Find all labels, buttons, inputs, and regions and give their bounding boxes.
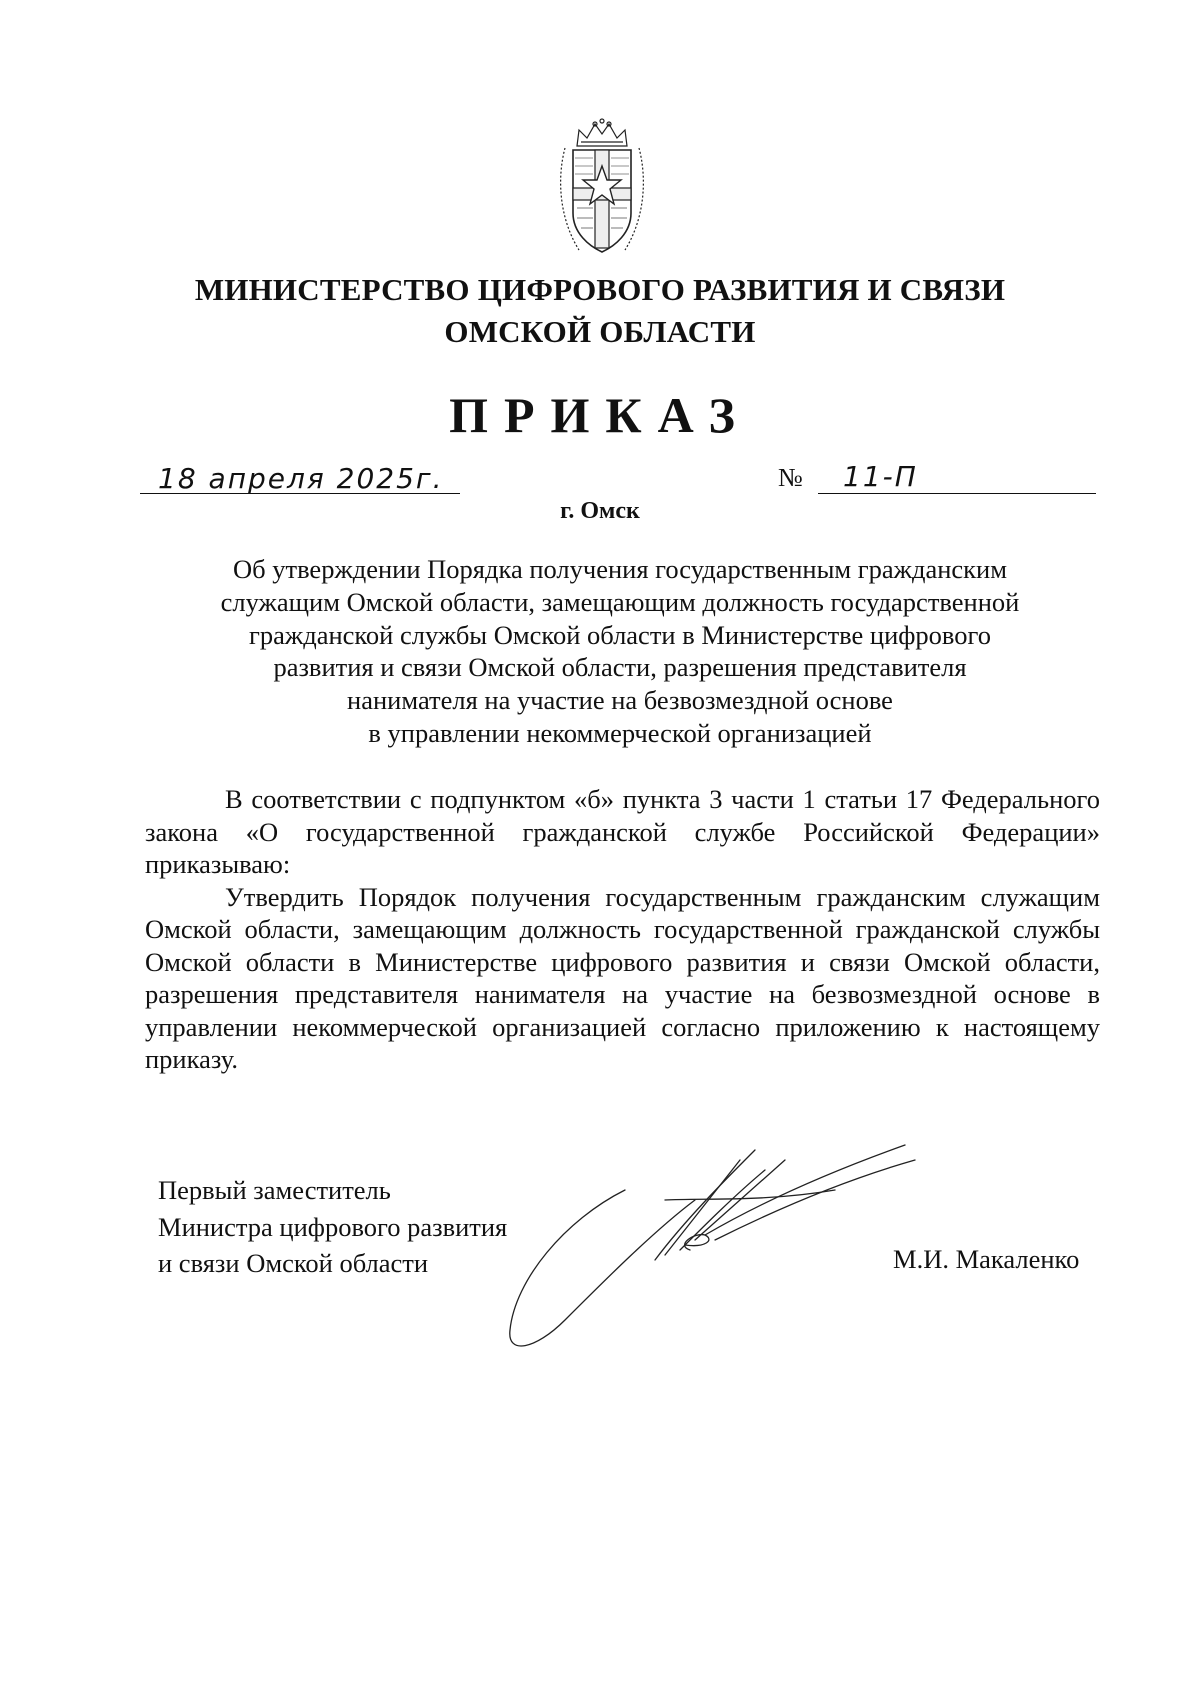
number-label: № bbox=[778, 463, 803, 492]
signatory-name: М.И. Макаленко bbox=[893, 1244, 1080, 1274]
position-line: Министра цифрового развития bbox=[158, 1211, 508, 1242]
subject-line: служащим Омской области, замещающим должность государственной bbox=[220, 586, 1020, 617]
handwritten-signature-icon bbox=[505, 1140, 945, 1360]
subject-line: гражданской службы Омской области в Министерстве цифрового bbox=[249, 619, 991, 650]
document-subject bbox=[140, 553, 1100, 750]
city-label: г. Омск bbox=[560, 498, 640, 524]
body-paragraph-order: Утвердить Порядок получения государственным гражданским служащим Омской области, замещающим должность государственной гражданской службы Омской области в Министерстве цифрового развития и связи Омской области, разрешения представителя нанимателя на участие на безвозмездной основе в управлении некоммерческой организацией согласно приложению к настоящему приказу. bbox=[145, 881, 1100, 1074]
body-paragraph-basis: В соответствии с подпунктом «б» пункта 3 части 1 статьи 17 Федерального закона «О государственной гражданской службе Российской Федерации» приказываю: bbox=[145, 784, 1100, 879]
ministry-name-line2: ОМСКОЙ ОБЛАСТИ bbox=[444, 314, 756, 349]
date-underline bbox=[140, 493, 460, 494]
number-underline bbox=[818, 493, 1096, 494]
document-body bbox=[145, 783, 1100, 1076]
document-type-title: ПРИКАЗ bbox=[449, 387, 751, 443]
position-line: и связи Омской области bbox=[158, 1248, 429, 1278]
subject-line: развития и связи Омской области, разрешения представителя bbox=[273, 652, 967, 683]
omsk-coat-of-arms-icon bbox=[557, 118, 647, 263]
subject-line: Об утверждении Порядка получения государственным гражданским bbox=[233, 554, 1007, 584]
handwritten-number: 11-П bbox=[843, 460, 918, 493]
ministry-name-line1: МИНИСТЕРСТВО ЦИФРОВОГО РАЗВИТИЯ И СВЯЗИ bbox=[194, 272, 1006, 307]
handwritten-date: 18 апреля 2025г. bbox=[158, 462, 444, 495]
signatory-position bbox=[158, 1172, 507, 1282]
position-line: Первый заместитель bbox=[158, 1175, 391, 1205]
subject-line: в управлении некоммерческой организацией bbox=[368, 717, 872, 748]
subject-line: нанимателя на участие на безвозмездной основе bbox=[347, 685, 893, 716]
